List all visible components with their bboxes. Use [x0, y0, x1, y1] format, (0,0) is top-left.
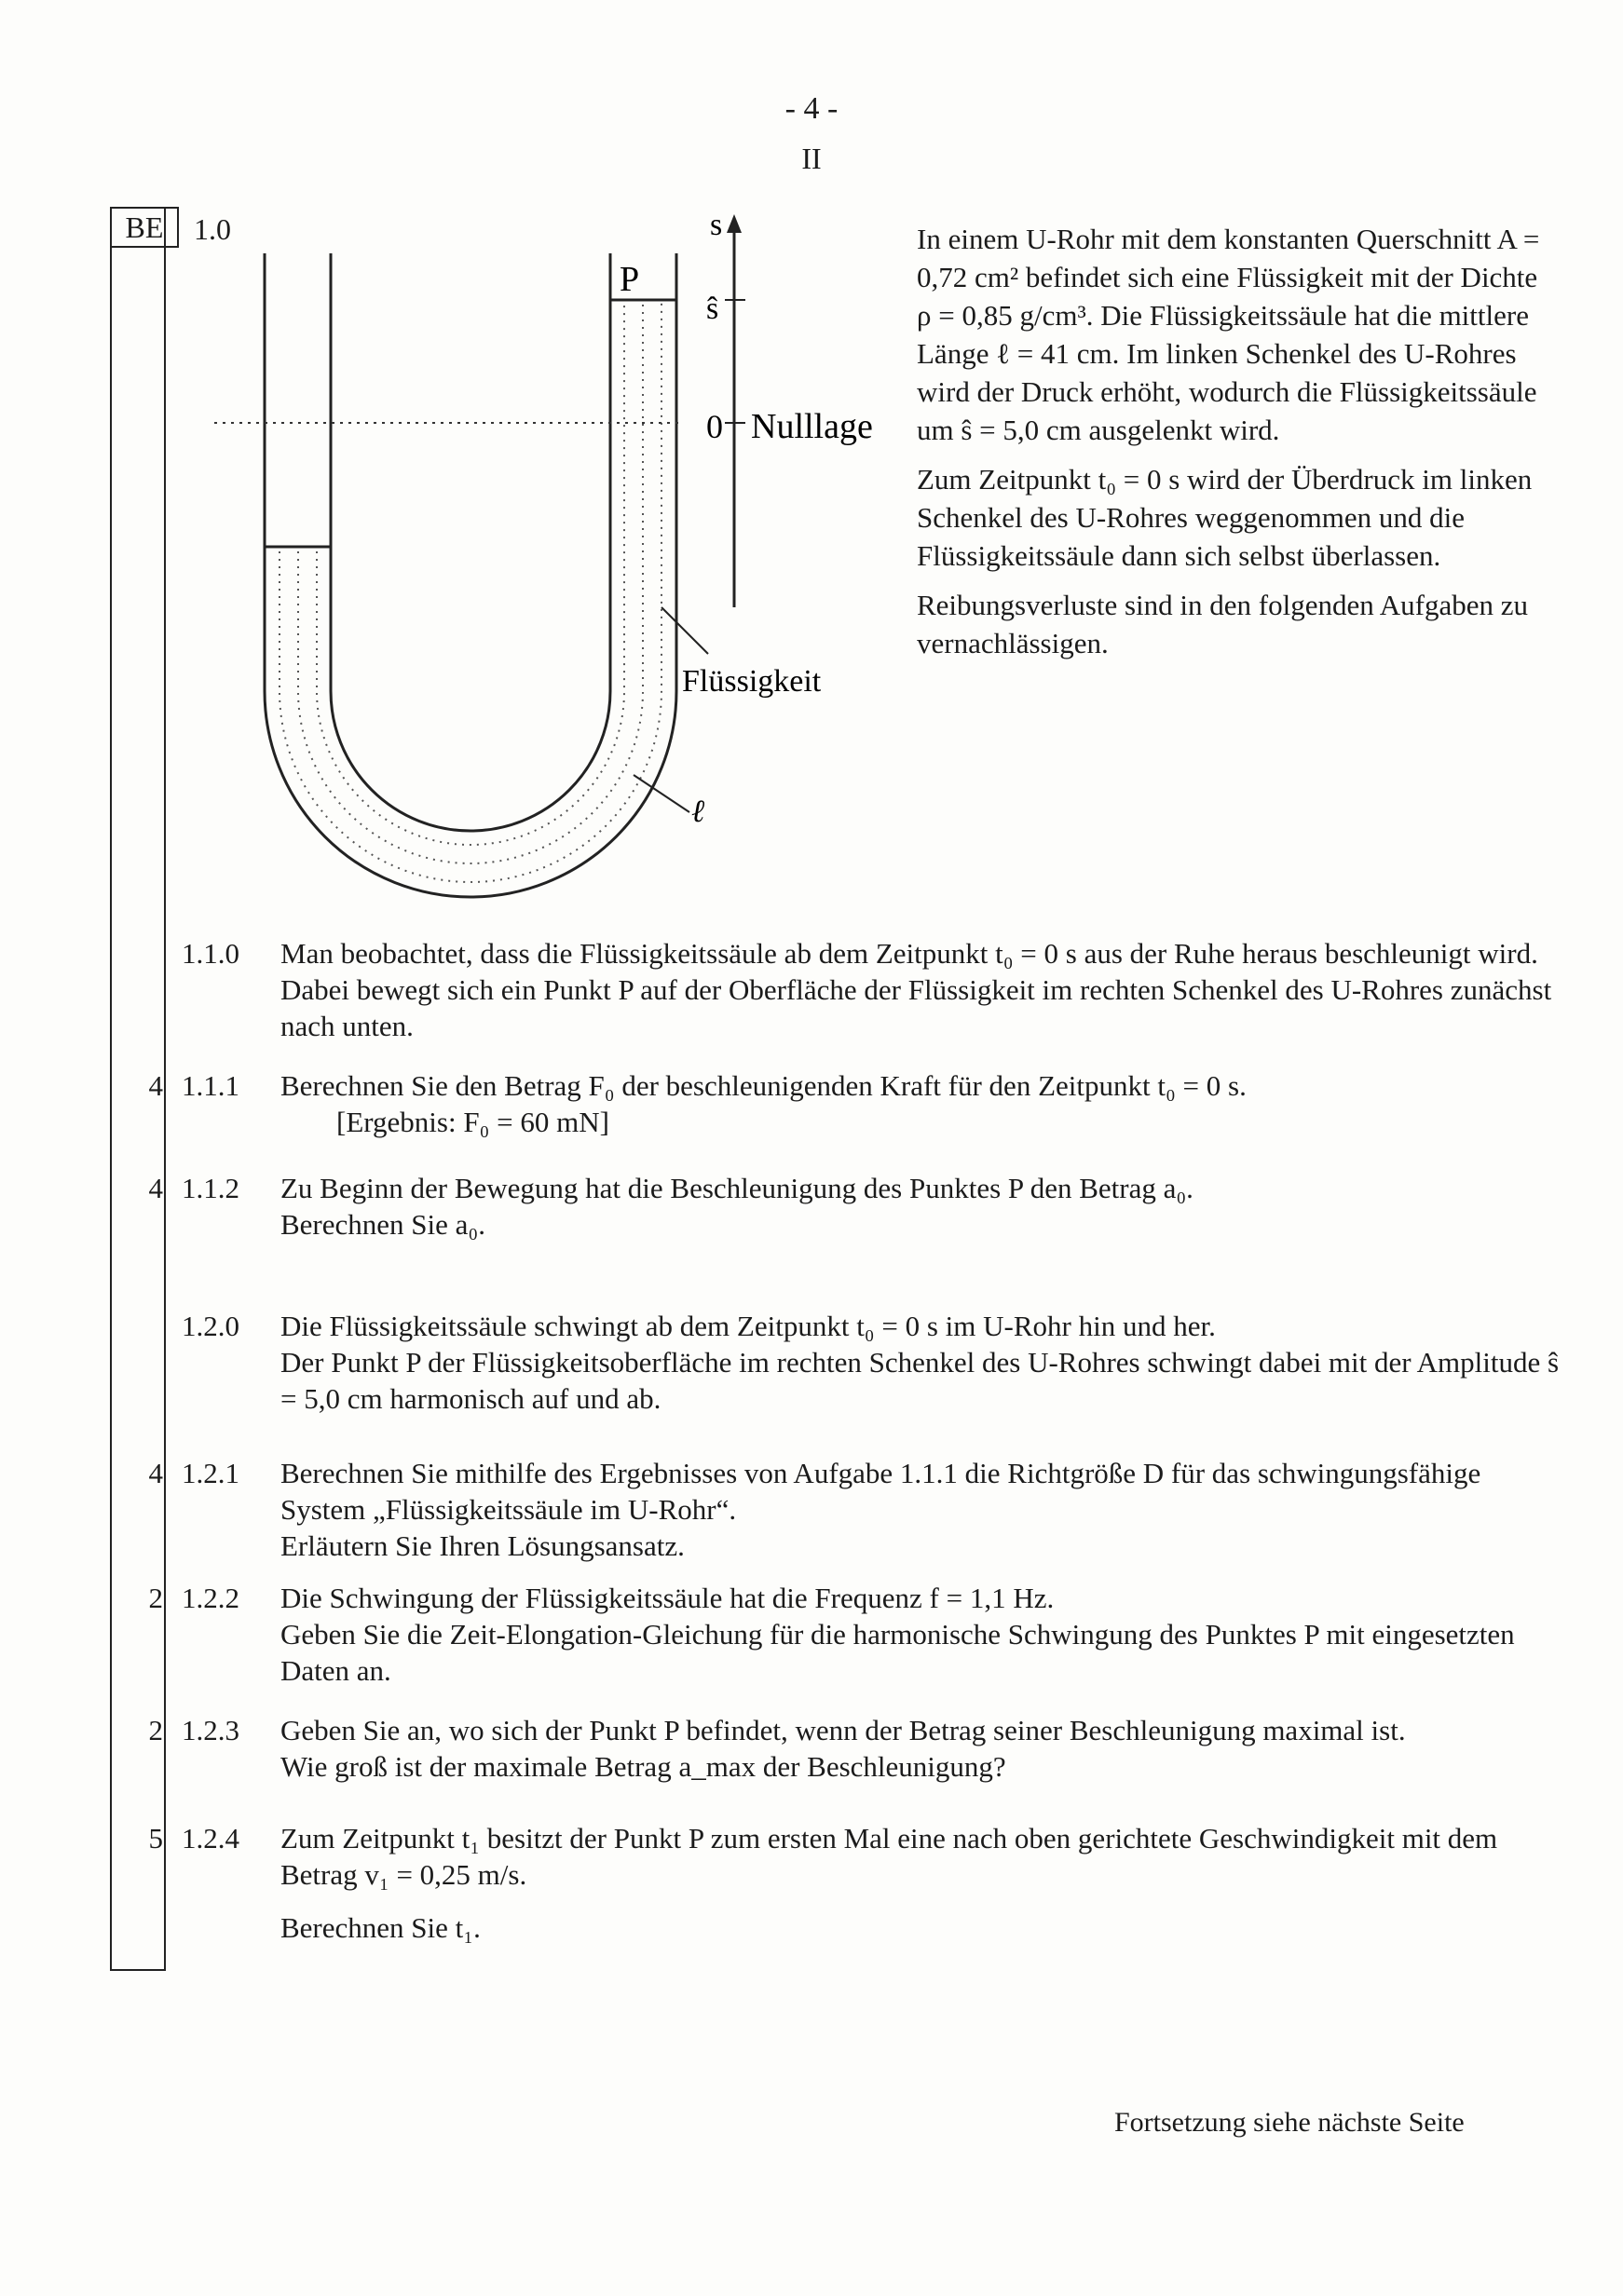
- task-item: [182, 1308, 1561, 1417]
- task-text: Geben Sie an, wo sich der Punkt P befindet, wenn der Betrag seiner Beschleunigung maximal ist.: [280, 1714, 1406, 1746]
- task-item: [148, 1455, 1561, 1564]
- label-p: P: [620, 260, 640, 299]
- task-text: Erläutern Sie Ihren Lösungsansatz.: [280, 1529, 685, 1562]
- intro-paragraph: In einem U-Rohr mit dem konstanten Querschnitt A = 0,72 cm² befindet sich eine Flüssigkeit mit der Dichte ρ = 0,85 g/cm³. Die Flüssigkeitssäule hat die mittlere Länge ℓ = 41 cm. Im linken Schenkel des U-Rohres wird der Druck erhöht, wodurch die Flüssigkeitssäule um ŝ = 5,0 cm ausgelenkt wird.: [917, 223, 1540, 446]
- task-item: [148, 1170, 1561, 1243]
- task-item: [148, 1712, 1561, 1785]
- task-text: Die Schwingung der Flüssigkeitssäule hat die Frequenz f = 1,1 Hz.: [280, 1582, 1055, 1614]
- task-points: 2: [148, 1714, 163, 1746]
- page-number: - 4 -: [784, 91, 839, 126]
- task-item: [148, 1820, 1561, 1946]
- task-points: 2: [148, 1582, 163, 1614]
- label-s-hat: ŝ: [706, 292, 719, 326]
- intro-paragraph: Zum Zeitpunkt t₀ = 0 s wird der Überdruck im linken Schenkel des U-Rohres weggenommen und die Flüssigkeitssäule dann sich selbst überlassen.: [917, 463, 1533, 572]
- task-points: 4: [148, 1172, 163, 1204]
- task-text: Zum Zeitpunkt t₁ besitzt der Punkt P zum ersten Mal eine nach oben gerichtete Geschwindigkeit mit dem Betrag v₁ = 0,25 m/s.: [280, 1822, 1498, 1891]
- task-points: 4: [148, 1069, 163, 1102]
- task-number: 1.1.0: [182, 937, 239, 970]
- task-number: 1.1.2: [182, 1172, 239, 1204]
- task-item: [148, 1580, 1561, 1689]
- task-text: Geben Sie die Zeit-Elongation-Gleichung für die harmonische Schwingung des Punktes P mit eingesetzten Daten an.: [280, 1618, 1515, 1687]
- task-text: Berechnen Sie den Betrag F₀ der beschleunigenden Kraft für den Zeitpunkt t₀ = 0 s.: [280, 1069, 1247, 1102]
- task-text: Berechnen Sie a₀.: [280, 1208, 485, 1241]
- be-label: BE: [110, 207, 179, 248]
- intro-paragraph: Reibungsverluste sind in den folgenden Aufgaben zu vernachlässigen.: [917, 589, 1529, 659]
- label-l: ℓ: [691, 795, 705, 829]
- task-text: Wie groß ist der maximale Betrag a_max der Beschleunigung?: [280, 1750, 1006, 1783]
- section-number: 1.0: [194, 212, 231, 246]
- u-tube-outer: [265, 253, 676, 897]
- task-number: 1.2.1: [182, 1457, 239, 1489]
- continuation-note: Fortsetzung siehe nächste Seite: [1114, 2107, 1465, 2138]
- task-item: [148, 1067, 1561, 1140]
- task-text: Der Punkt P der Flüssigkeitsoberfläche im rechten Schenkel des U-Rohres schwingt dabei mit der Amplitude ŝ = 5,0 cm harmonisch auf und ab.: [280, 1346, 1560, 1415]
- task-number: 1.2.2: [182, 1582, 239, 1614]
- task-number: 1.2.0: [182, 1310, 239, 1342]
- task-text: Berechnen Sie mithilfe des Ergebnisses von Aufgabe 1.1.1 die Richtgröße D für das schwingungsfähige System „Flüssigkeitssäule im U-Rohr“.: [280, 1457, 1481, 1526]
- task-text: Berechnen Sie t₁.: [280, 1911, 481, 1944]
- task-text: Zu Beginn der Bewegung hat die Beschleunigung des Punktes P den Betrag a₀.: [280, 1172, 1193, 1204]
- task-points: 4: [148, 1457, 163, 1489]
- task-result: [Ergebnis: F₀ = 60 mN]: [336, 1106, 609, 1138]
- task-text: Man beobachtet, dass die Flüssigkeitssäule ab dem Zeitpunkt t₀ = 0 s aus der Ruhe heraus beschleunigt wird. Dabei bewegt sich ein Punkt P auf der Oberfläche der Flüssigkeit im rechten Schenkel des U-Rohres zunächst nach unten.: [280, 937, 1552, 1042]
- task-number: 1.1.1: [182, 1069, 239, 1102]
- u-tube-figure: [196, 207, 904, 915]
- label-nulllage: Nulllage: [751, 407, 873, 446]
- label-s: s: [710, 208, 723, 242]
- u-tube-inner: [331, 253, 610, 831]
- task-text: Die Flüssigkeitssäule schwingt ab dem Zeitpunkt t₀ = 0 s im U-Rohr hin und her.: [280, 1310, 1216, 1342]
- intro-text: [917, 220, 1550, 673]
- label-fluid: Flüssigkeit: [682, 664, 822, 699]
- task-number: 1.2.4: [182, 1822, 239, 1854]
- label-zero: 0: [706, 408, 723, 445]
- task-number: 1.2.3: [182, 1714, 239, 1746]
- task-points: 5: [148, 1822, 163, 1854]
- part-label: II: [801, 142, 822, 175]
- task-item: [182, 935, 1561, 1044]
